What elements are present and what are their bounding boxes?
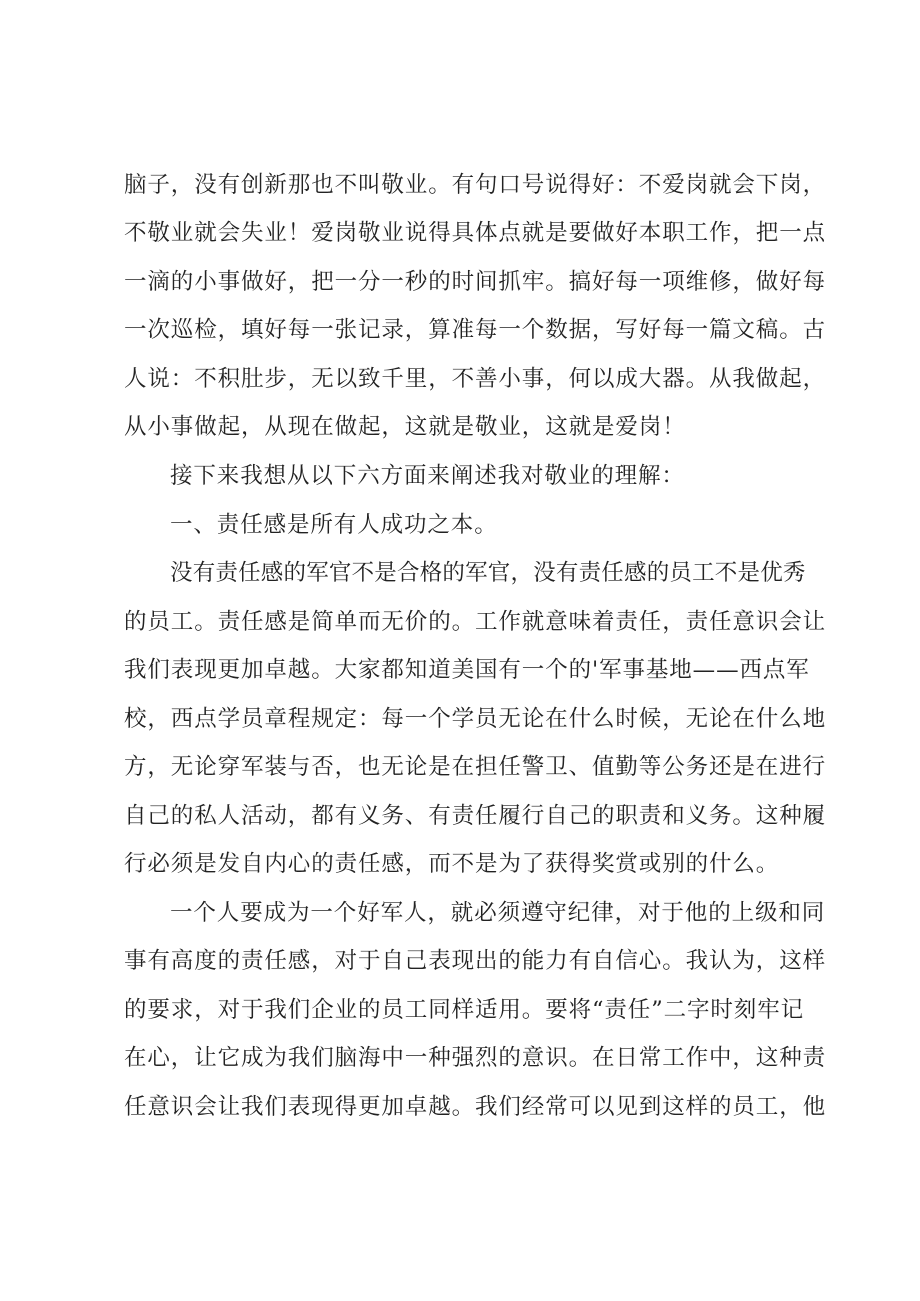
text-line: 脑子，没有创新那也不叫敬业。有句口号说得好：不爱岗就会下岗， [124, 172, 827, 198]
text-line: 在心，让它成为我们脑海中一种强烈的意识。在日常工作中，这种责 [124, 1045, 827, 1071]
text-line: 人说：不积肚步，无以致千里，不善小事，何以成大器。从我做起， [124, 366, 827, 392]
text-line: 我们表现更加卓越。大家都知道美国有一个的'军事基地——西点军 [124, 657, 810, 683]
text-line: 校，西点学员章程规定：每一个学员无论在什么时候，无论在什么地 [124, 706, 827, 732]
text-line: 任意识会让我们表现得更加卓越。我们经常可以见到这样的员工，他 [124, 1094, 827, 1120]
text-line: 的要求，对于我们企业的员工同样适用。要将“责任”二字时刻牢记 [124, 997, 805, 1023]
text-line: 自己的私人活动，都有义务、有责任履行自己的职责和义务。这种履 [124, 803, 827, 829]
text-line: 一个人要成为一个好军人，就必须遵守纪律，对于他的上级和同 [170, 900, 826, 926]
text-line: 一次巡检，填好每一张记录，算准每一个数据，写好每一篇文稿。古 [124, 317, 827, 343]
text-line: 没有责任感的军官不是合格的军官，没有责任感的员工不是优秀 [170, 560, 806, 586]
text-line: 事有高度的责任感，对于自己表现出的能力有自信心。我认为，这样 [124, 948, 827, 974]
section-heading: 一、责任感是所有人成功之本。 [170, 512, 498, 538]
text-line: 一滴的小事做好，把一分一秒的时间抓牢。搞好每一项维修，做好每 [124, 269, 827, 295]
text-line: 不敬业就会失业！爱岗敬业说得具体点就是要做好本职工作，把一点 [124, 220, 827, 246]
text-line: 的员工。责任感是简单而无价的。工作就意味着责任，责任意识会让 [124, 609, 827, 635]
text-line: 方，无论穿军装与否，也无论是在担任警卫、值勤等公务还是在进行 [124, 754, 827, 780]
text-line: 行必须是发自内心的责任感，而不是为了获得奖赏或别的什么。 [124, 851, 780, 877]
text-line: 接下来我想从以下六方面来阐述我对敬业的理解： [170, 463, 685, 489]
text-line: 从小事做起，从现在做起，这就是敬业，这就是爱岗！ [124, 414, 686, 440]
